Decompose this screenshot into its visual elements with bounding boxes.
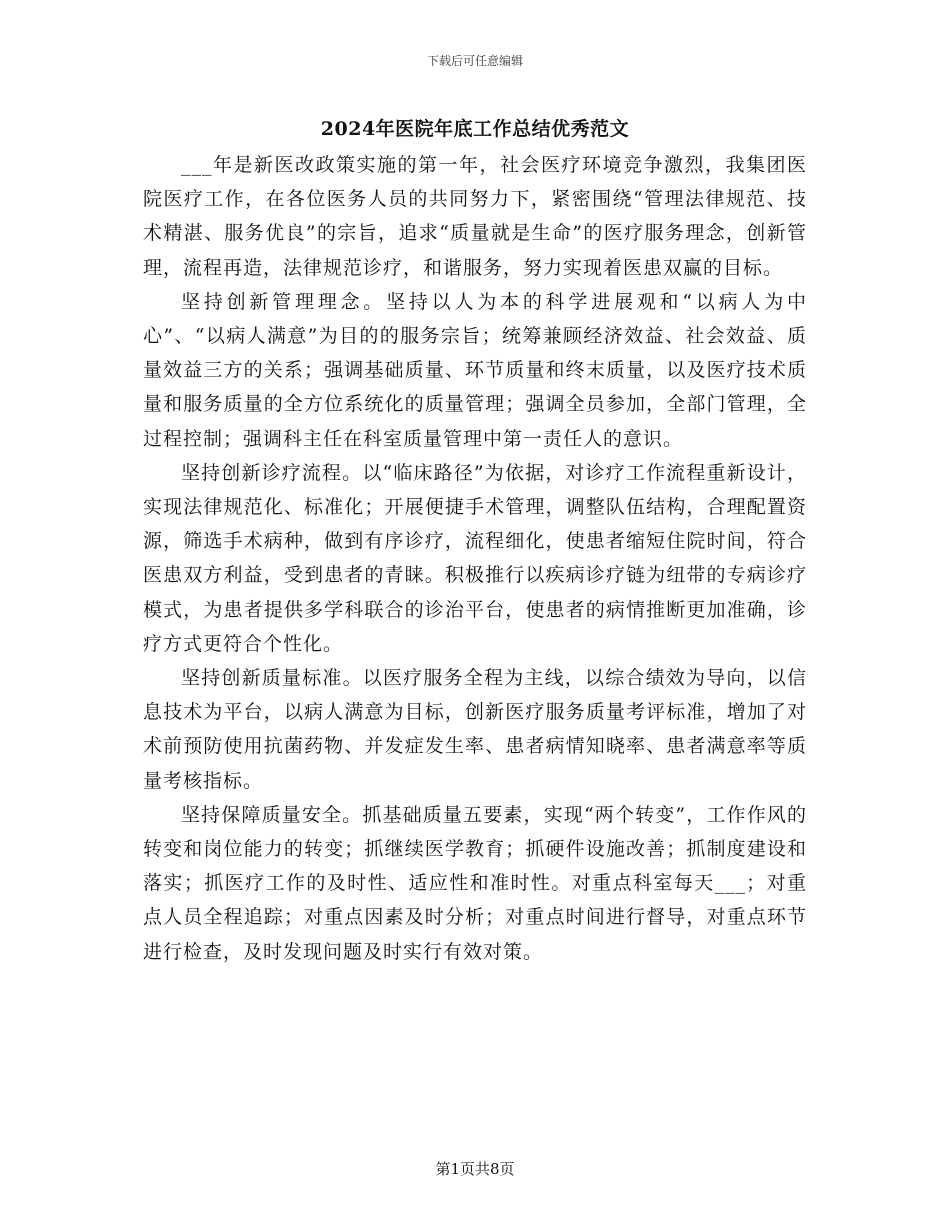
header-note: 下载后可任意编辑 (426, 54, 523, 68)
document-body (143, 148, 807, 969)
paragraph-intro: ___年是新医改政策实施的第一年，社会医疗环境竞争激烈，我集团医院医疗工作，在各位医务人员的共同努力下，紧密围绕“管理法律规范、技术精湛、服务优良”的宗旨，追求“质量就是生命”的医疗服务理念，创新管理，流程再造，法律规范诊疗，和谐服务，努力实现着医患双赢的目标。 (143, 154, 807, 279)
document-title: 2024年医院年底工作总结优秀范文 (320, 118, 630, 140)
paragraph-quality-safety: 坚持保障质量安全。抓基础质量五要素，实现“两个转变”，工作作风的转变和岗位能力的转变；抓继续医学教育；抓硬件设施改善；抓制度建设和落实；抓医疗工作的及时性、适应性和准时性。对重点科室每天___；对重点人员全程追踪；对重点因素及时分析；对重点时间进行督导，对重点环节进行检查，及时发现问题及时实行有效对策。 (143, 803, 807, 963)
paragraph-quality-standard: 坚持创新质量标准。以医疗服务全程为主线，以综合绩效为导向，以信息技术为平台，以病人满意为目标，创新医疗服务质量考评标准，增加了对术前预防使用抗菌药物、并发症发生率、患者病情知晓率、患者满意率等质量考核指标。 (143, 667, 807, 792)
paragraph-process: 坚持创新诊疗流程。以“临床路径”为依据，对诊疗工作流程重新设计，实现法律规范化、标准化；开展便捷手术管理，调整队伍结构，合理配置资源，筛选手术病种，做到有序诊疗，流程细化，使患者缩短住院时间，符合医患双方利益，受到患者的青睐。积极推行以疾病诊疗链为纽带的专病诊疗模式，为患者提供多学科联合的诊治平台，使患者的病情推断更加准确，诊疗方式更符合个性化。 (143, 461, 807, 655)
page-indicator: 第1页共8页 (435, 1160, 515, 1178)
paragraph-management: 坚持创新管理理念。坚持以人为本的科学进展观和“以病人为中心”、“以病人满意”为目的的服务宗旨；统筹兼顾经济效益、社会效益、质量效益三方的关系；强调基础质量、环节质量和终末质量，以及医疗技术质量和服务质量的全方位系统化的质量管理；强调全员参加，全部门管理，全过程控制；强调科主任在科室质量管理中第一责任人的意识。 (143, 290, 807, 450)
